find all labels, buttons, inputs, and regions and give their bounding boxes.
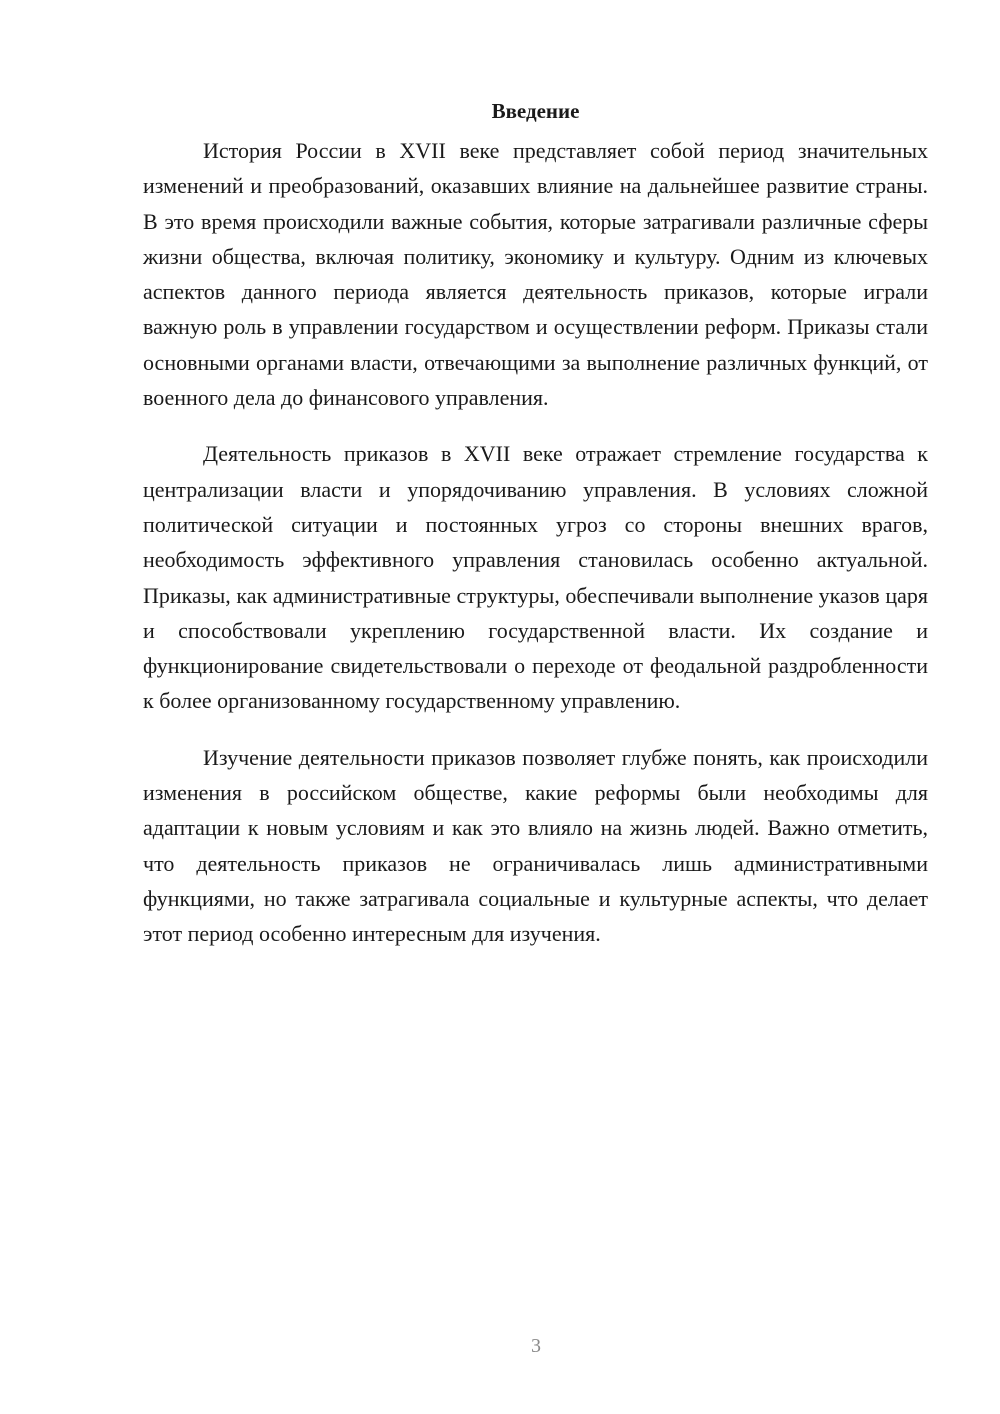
paragraph-1: История России в XVII веке представляет собой период значительных изменений и преобразований, оказавших влияние на дальнейшее развитие страны. В это время происходили важные события, которые затрагивали различные сферы жизни общества, включая политику, экономику и культуру. Одним из ключевых аспектов данного периода является деятельность приказов, которые играли важную роль в управлении государством и осуществлении реформ. Приказы стали основными органами власти, отвечающими за выполнение различных функций, от военного дела до финансового управления. xyxy=(143,138,928,411)
paragraph-3: Изучение деятельности приказов позволяет глубже понять, как происходили изменения в российском обществе, какие реформы были необходимы для адаптации к новым условиям и как это влияло на жизнь людей. Важно отметить, что деятельность приказов не ограничивалась лишь административными функциями, но также затрагивала социальные и культурные аспекты, что делает этот период особенно интересным для изучения. xyxy=(143,744,928,947)
page-number: 3 xyxy=(531,1335,541,1357)
paragraph-2: Деятельность приказов в XVII веке отражает стремление государства к централизации власти и упорядочиванию управления. В условиях сложной политической ситуации и постоянных угроз со стороны внешних врагов, необходимость эффективного управления становилась особенно актуальной. Приказы, как административные структуры, обеспечивали выполнение указов царя и способствовали укреплению государственной власти. Их создание и функционирование свидетельствовали о переходе от феодальной раздробленности к более организованному государственному управлению. xyxy=(143,441,928,714)
section-heading: Введение xyxy=(491,99,580,123)
page-content xyxy=(143,94,928,973)
